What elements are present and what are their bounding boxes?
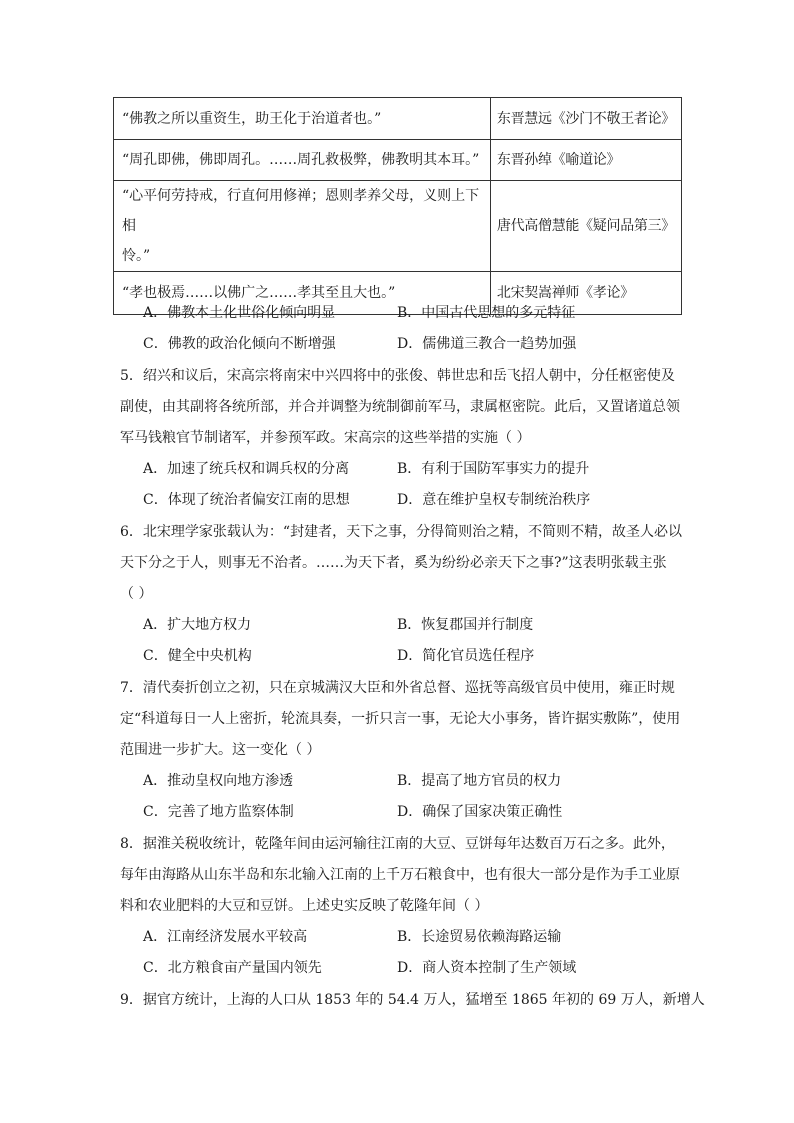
q6-option-b: B．恢复郡国并行制度 <box>397 617 534 633</box>
q5-option-c: C．体现了统治者偏安江南的思想 <box>143 492 350 508</box>
q8-option-a: A．江南经济发展水平较高 <box>143 929 308 945</box>
q5-option-a: A．加速了统兵权和调兵权的分离 <box>143 461 350 477</box>
q5-option-d: D．意在维护皇权专制统治秩序 <box>397 492 591 508</box>
q6-option-a: A．扩大地方权力 <box>143 617 252 633</box>
q5-stem-line: 军马钱粮官节制诸军，并参预军政。宋高宗的这些举措的实施（ ） <box>120 430 531 446</box>
q6-option-c: C．健全中央机构 <box>143 648 252 664</box>
q4-option-c: C．佛教的政治化倾向不断增强 <box>143 336 336 352</box>
source-cell: 唐代高僧慧能《疑问品第三》 <box>490 181 681 272</box>
q5-option-b: B．有利于国防军事实力的提升 <box>397 461 590 477</box>
q8-stem-line: 料和农业肥料的大豆和豆饼。上述史实反映了乾隆年间（ ） <box>120 898 489 914</box>
q7-stem-line: 定“科道每日一人上密折，轮流具奏，一折只言一事，无论大小事务，皆许据实敷陈”，使用 <box>120 711 681 727</box>
q9-stem-line: 9．据官方统计，上海的人口从 1853 年的 54.4 万人，猛增至 1865 年初的 69 万人，新增人 <box>120 992 705 1008</box>
quote-cell-line: “心平何劳持戒，行直何用修禅；恩则孝养父母，义则上下相 <box>122 188 480 234</box>
q5-stem-line: 副使，由其副将各统所部，并合并调整为统制御前军马，隶属枢密院。此后，又置诸道总领 <box>120 399 680 415</box>
q4-option-d: D．儒佛道三教合一趋势加强 <box>397 336 577 352</box>
q8-option-d: D．商人资本控制了生产领域 <box>397 960 577 976</box>
q6-stem-line: 天下分之于人，则事无不治者。……为天下者，奚为纷纷必亲天下之事?”这表明张载主张 <box>120 555 667 571</box>
q8-stem-line: 每年由海路从山东半岛和东北输入江南的上千万石粮食中，也有很大一部分是作为手工业原 <box>120 867 680 883</box>
q8-option-c: C．北方粮食亩产量国内领先 <box>143 960 322 976</box>
q6-stem-line: 6．北宋理学家张载认为：“封建者，天下之事，分得简则治之精，不简则不精，故圣人必以 <box>120 524 683 540</box>
q8-option-b: B．长途贸易依赖海路运输 <box>397 929 562 945</box>
q8-stem-line: 8．据淮关税收统计，乾隆年间由运河输往江南的大豆、豆饼每年达数百万石之多。此外， <box>120 836 675 852</box>
q4-option-b: B．中国古代思想的多元特征 <box>397 305 576 321</box>
q5-stem-line: 5．绍兴和议后，宋高宗将南宋中兴四将中的张俊、韩世忠和岳飞招人朝中，分任枢密使及 <box>120 368 675 384</box>
q4-option-a: A．佛教本土化世俗化倾向明显 <box>143 305 336 321</box>
q7-option-d: D．确保了国家决策正确性 <box>397 804 563 820</box>
q6-stem-line: （ ） <box>120 586 153 602</box>
table-row <box>114 181 682 272</box>
q7-option-c: C．完善了地方监察体制 <box>143 804 294 820</box>
quote-cell: “佛教之所以重资生，助王化于治道者也。” <box>114 98 491 140</box>
q7-option-b: B．提高了地方官员的权力 <box>397 773 562 789</box>
table-row <box>114 98 682 140</box>
quote-cell: “周孔即佛，佛即周孔。……周孔救极弊，佛教明其本耳。” <box>114 140 491 181</box>
q7-option-a: A．推动皇权向地方渗透 <box>143 773 294 789</box>
source-cell: 北宋契嵩禅师《孝论》 <box>490 272 681 315</box>
q7-stem-line: 7．清代奏折创立之初，只在京城满汉大臣和外省总督、巡抚等高级官员中使用，雍正时规 <box>120 680 675 696</box>
q7-stem-line: 范围进一步扩大。这一变化（ ） <box>120 742 321 758</box>
q6-option-d: D．简化官员选任程序 <box>397 648 535 664</box>
quote-cell: “孝也极焉……以佛广之……孝其至且大也。” <box>114 272 491 315</box>
quote-cell <box>114 181 491 272</box>
source-cell: 东晋孙绰《喻道论》 <box>490 140 681 181</box>
source-cell: 东晋慧远《沙门不敬王者论》 <box>490 98 681 140</box>
table-row <box>114 140 682 181</box>
quote-cell-line: 怜。” <box>122 248 151 264</box>
quote-source-table <box>113 97 682 315</box>
